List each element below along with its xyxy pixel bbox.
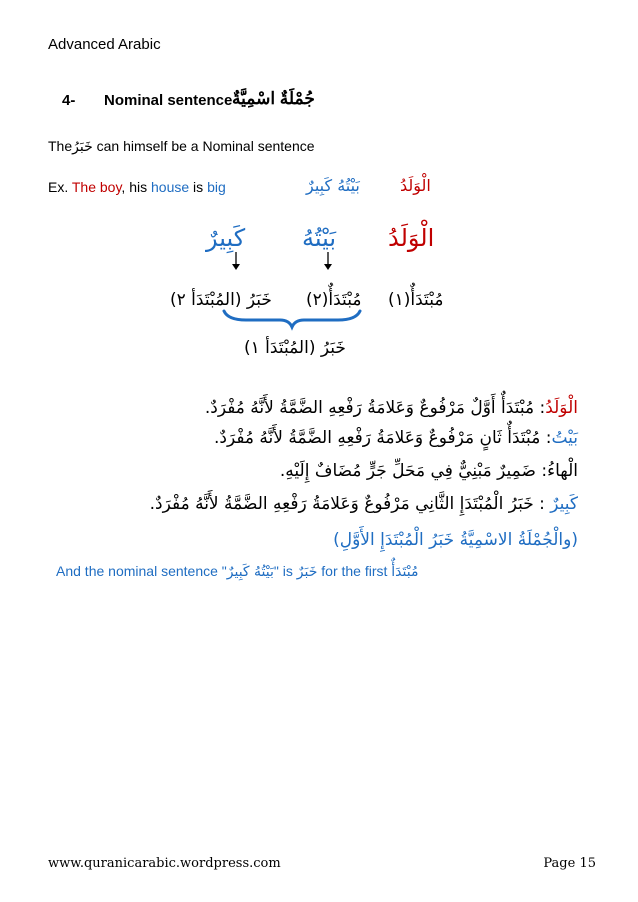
explanation-4-text: : خَبَرُ الْمُبْتَدَإِ الثَّانِي مَرْفُوعٌ وَعَلامَةُ رَفْعِهِ الضَّمَّةُ لأَنَّهُ مُفْرَدٌ. bbox=[149, 494, 551, 514]
arrow-baytuhu bbox=[324, 252, 332, 270]
label-mubtada2: مُبْتَدَأٌ(٢) bbox=[306, 290, 362, 310]
example-the-boy: The boy bbox=[71, 179, 122, 195]
summary-khabar: خَبَرٌ bbox=[296, 564, 318, 580]
explanation-4-word: كَبِيرٌ bbox=[550, 494, 578, 514]
summary-ar-sentence: بَيْتُهُ كَبِيرٌ bbox=[226, 564, 274, 580]
explanation-line-1 bbox=[205, 398, 578, 418]
explanation-line-3 bbox=[280, 461, 578, 481]
summary-line bbox=[56, 563, 418, 580]
section-title-en: Nominal sentence bbox=[104, 92, 233, 109]
footer-url: www.quranicarabic.wordpress.com bbox=[48, 856, 281, 871]
explanation-line-4 bbox=[150, 494, 578, 514]
explanation-line-2 bbox=[214, 428, 578, 448]
section-number: 4- bbox=[62, 92, 76, 109]
intro-rest: can himself be a Nominal sentence bbox=[96, 138, 315, 154]
page-header-title: Advanced Arabic bbox=[48, 36, 161, 53]
section-title-ar: جُمْلَةٌ اسْمِيَّةٌ bbox=[232, 89, 315, 108]
label-khabar1: خَبَرُ (المُبْتَدَأ ١) bbox=[244, 338, 346, 358]
explanation-3-word: الْهاءُ bbox=[547, 461, 578, 481]
curly-brace bbox=[224, 311, 360, 327]
diagram-baytuhu: بَيْتُهُ bbox=[302, 224, 337, 252]
intro-prefix: The bbox=[48, 138, 73, 154]
summary-prefix: And the nominal sentence " bbox=[56, 563, 227, 579]
diagram-walad: الْوَلَدُ bbox=[388, 224, 435, 252]
example-is: is bbox=[193, 179, 204, 195]
example-ar-bayt-kabir: بَيْتُهُ كَبِيرٌ bbox=[306, 176, 360, 195]
explanation-1-word: الْوَلَدُ bbox=[545, 398, 578, 418]
label-khabar2: خَبَرُ (المُبْتَدَأ ٢) bbox=[170, 290, 272, 310]
example-comma: , bbox=[121, 179, 126, 195]
footer-page-number: Page 15 bbox=[543, 856, 596, 871]
explanation-1-text: : مُبْتَدَأٌ أَوَّلٌ مَرْفُوعٌ وَعَلامَةُ رَفْعِهِ الضَّمَّةُ لأَنَّهُ مُفْرَدٌ. bbox=[204, 398, 546, 418]
example-prefix: Ex. bbox=[48, 179, 69, 195]
arrow-kabir bbox=[232, 252, 240, 270]
explanation-3-text: : ضَمِيرٌ مَبْنِيٌّ فِي مَحَلِّ جَرٍّ مُضَافٌ إِلَيْهِ. bbox=[279, 461, 548, 481]
label-mubtada1: مُبْتَدَأٌ(١) bbox=[388, 290, 444, 310]
example-house: house bbox=[151, 179, 190, 195]
explanation-line-5: (والْجُمْلَةُ الاسْمِيَّةُ خَبَرُ الْمُبْتَدَإِ الأَوَّلِ) bbox=[333, 530, 578, 550]
diagram-kabir: كَبِيرٌ bbox=[206, 224, 246, 252]
summary-mubtada: مُبْتَدَأٌ bbox=[391, 564, 419, 580]
summary-is: " is bbox=[273, 563, 293, 579]
intro-khabar: خَبَرُ bbox=[72, 139, 93, 155]
example-his: his bbox=[129, 179, 148, 195]
explanation-2-word: بَيْتُ bbox=[551, 428, 578, 448]
explanation-2-text: : مُبْتَدَأٌ ثَانٍ مَرْفُوعٌ وَعَلامَةُ رَفْعِهِ الضَّمَّةُ لأَنَّهُ مُفْرَدٌ. bbox=[213, 428, 552, 448]
example-ar-walad: الْوَلَدُ bbox=[400, 176, 431, 195]
example-big: big bbox=[207, 179, 226, 195]
summary-for-first: for the first bbox=[321, 563, 388, 579]
